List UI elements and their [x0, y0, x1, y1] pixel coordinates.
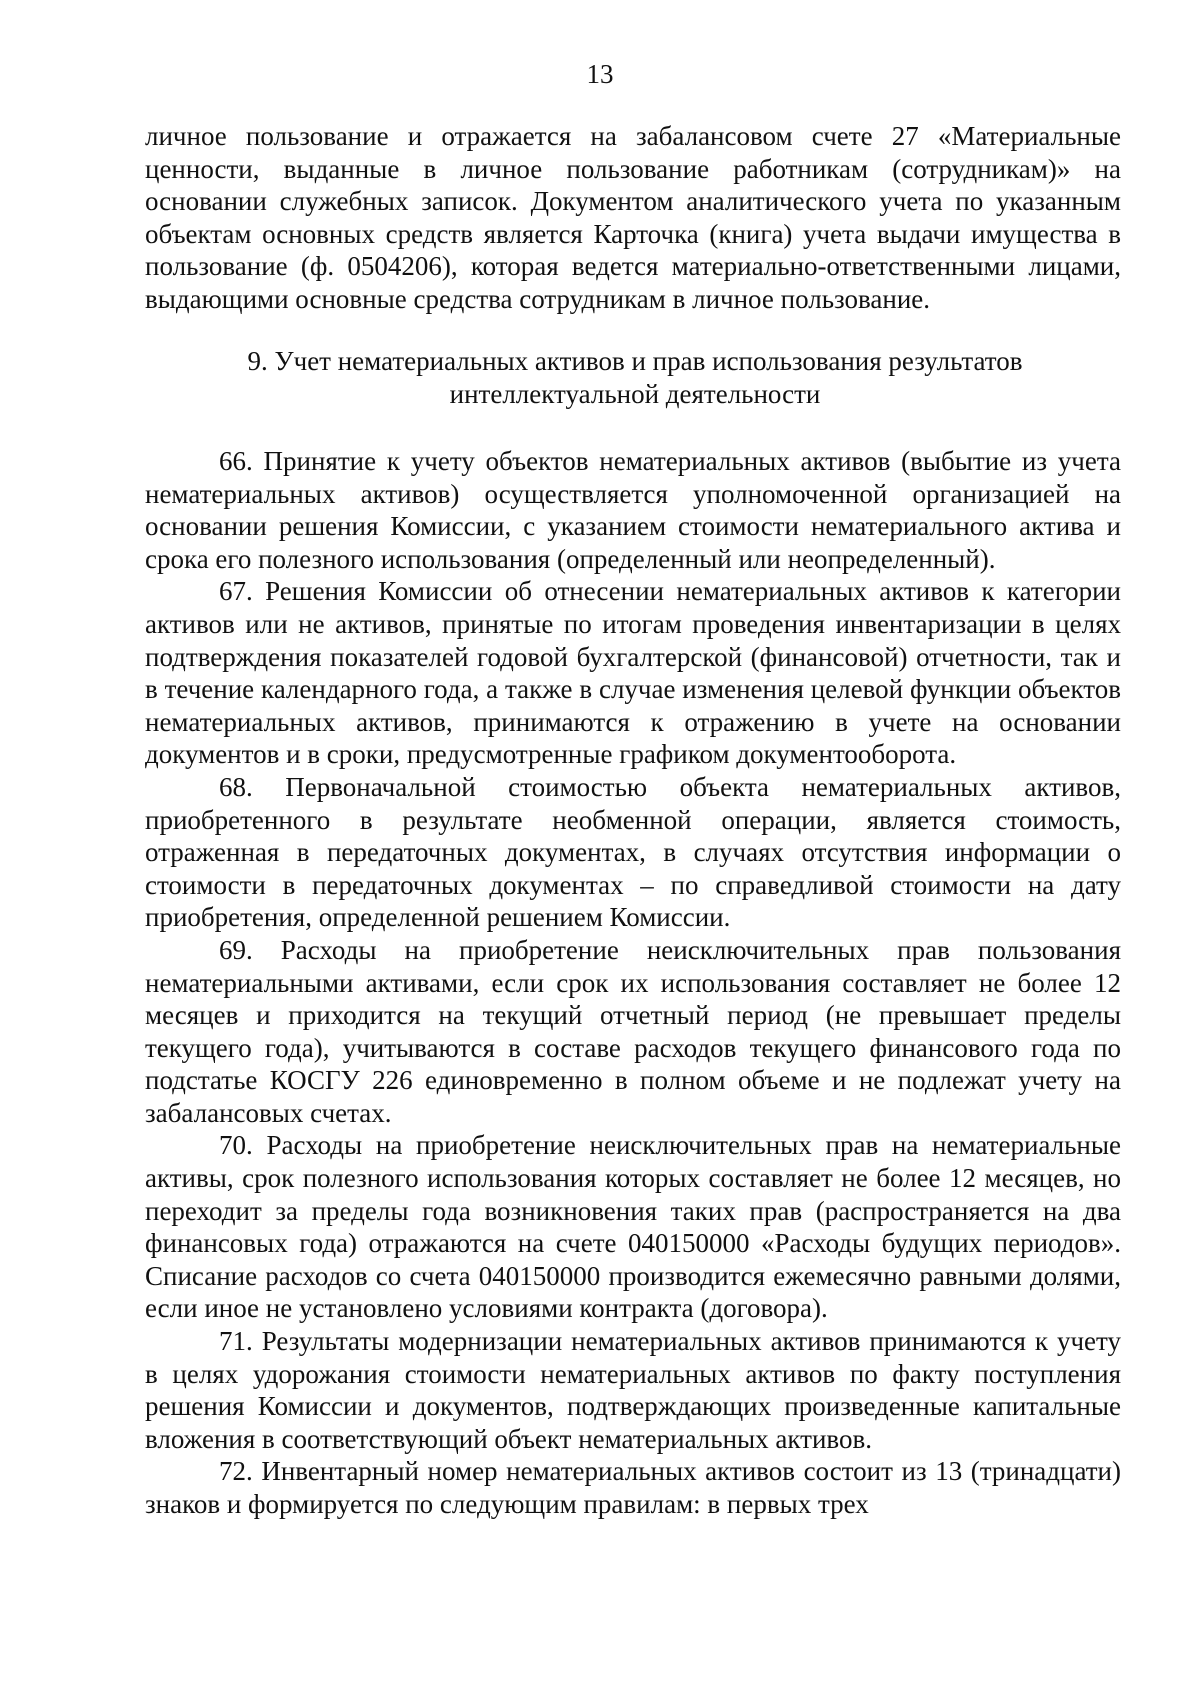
intro-block [145, 120, 1121, 316]
paragraph-70: 70. Расходы на приобретение неисключительных прав на нематериальные активы, срок полезного использования которых составляет не более 12 месяцев, но переходит за пределы года возникновения таких прав (распространяется на два финансовых года) отражаются на счете 040150000 «Расходы будущих периодов». Списание расходов со счета 040150000 производится ежемесячно равными долями, если иное не установлено условиями контракта (договора). [145, 1130, 1121, 1324]
paragraph-69: 69. Расходы на приобретение неисключительных прав пользования нематериальными активами, если срок их использования составляет не более 12 месяцев и приходится на текущий отчетный период (не превышает пределы текущего года), учитываются в составе расходов текущего финансового года по подстатье КОСГУ 226 единовременно в полном объеме и не подлежат учету на забалансовых счетах. [145, 934, 1121, 1128]
section-heading: 9. Учет нематериальных активов и прав использования результатов интеллектуальной деятельности [247, 346, 1023, 409]
page-number: 13 [586, 59, 614, 89]
paragraph-71: 71. Результаты модернизации нематериальных активов принимаются к учету в целях удорожания стоимости нематериальных активов по факту поступления решения Комиссии и документов, подтверждающих произведенные капитальные вложения в соответствующий объект нематериальных активов. [145, 1326, 1121, 1454]
paragraph-67: 67. Решения Комиссии об отнесении нематериальных активов к категории активов или не активов, принятые по итогам проведения инвентаризации в целях подтверждения показателей годовой бухгалтерской (финансовой) отчетности, так и в течение календарного года, а также в случае изменения целевой функции объектов нематериальных активов, принимаются к отражению в учете на основании документов и в сроки, предусмотренные графиком документооборота. [145, 576, 1121, 770]
intro-paragraph: личное пользование и отражается на забалансовом счете 27 «Материальные ценности, выданные в личное пользование работникам (сотрудникам)» на основании служебных записок. Документом аналитического учета по указанным объектам основных средств является Карточка (книга) учета выдачи имущества в пользование (ф. 0504206), которая ведется материально-ответственными лицами, выдающими основные средства сотрудникам в личное пользование. [145, 121, 1121, 314]
section-body [145, 445, 1121, 1521]
paragraph-66: 66. Принятие к учету объектов нематериальных активов (выбытие из учета нематериальных активов) осуществляется уполномоченной организацией на основании решения Комиссии, с указанием стоимости нематериального актива и срока его полезного использования (определенный или неопределенный). [145, 446, 1121, 574]
paragraph-72: 72. Инвентарный номер нематериальных активов состоит из 13 (тринадцати) знаков и формируется по следующим правилам: в первых трех [145, 1456, 1121, 1519]
paragraph-68: 68. Первоначальной стоимостью объекта нематериальных активов, приобретенного в результате необменной операции, является стоимость, отраженная в передаточных документах, в случаях отсутствия информации о стоимости в передаточных документах – по справедливой стоимости на дату приобретения, определенной решением Комиссии. [145, 771, 1121, 933]
